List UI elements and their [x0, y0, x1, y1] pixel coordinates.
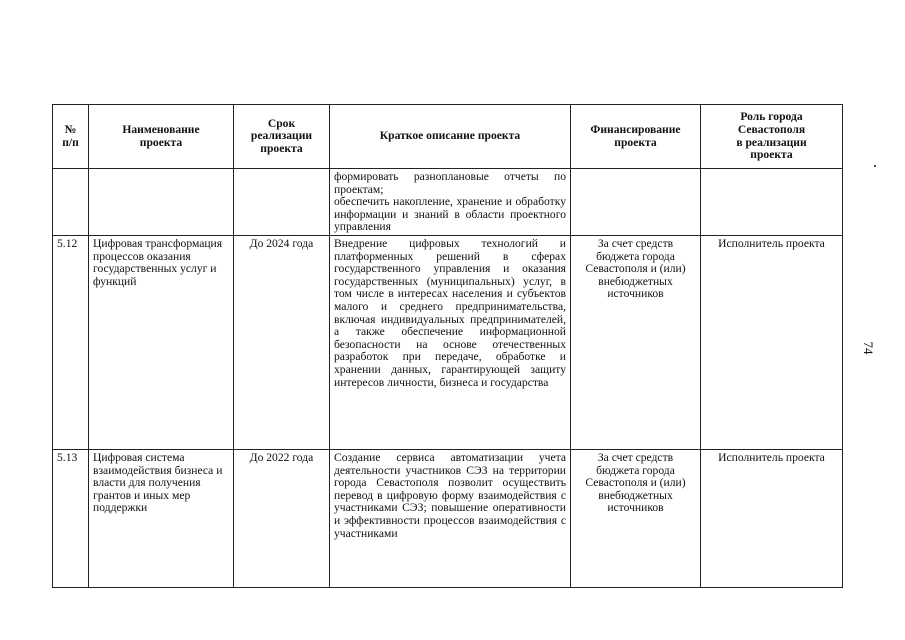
page-number: 74 — [861, 341, 876, 355]
cell-term: До 2022 года — [234, 449, 330, 587]
cell-role — [701, 169, 843, 236]
cell-term: До 2024 года — [234, 235, 330, 449]
cell-role: Исполнитель проекта — [701, 449, 843, 587]
cell-num — [53, 169, 89, 236]
header-funding: Финансирование проекта — [571, 105, 701, 169]
cell-desc: Создание сервиса автоматизации учета деятельности участников СЭЗ на территории города Севастополя позволит осуществить перевод в цифровую форму взаимодействия с участниками СЭЗ; повышение оперативности и эффективности процессов взаимодействия с участниками — [330, 449, 571, 587]
header-term: Срок реализации проекта — [234, 105, 330, 169]
cell-name: Цифровая трансформация процессов оказания государственных услуг и функций — [89, 235, 234, 449]
cell-funding: За счет средств бюджета города Севастополя и (или) внебюджетных источников — [571, 235, 701, 449]
cell-num: 5.13 — [53, 449, 89, 587]
cell-num: 5.12 — [53, 235, 89, 449]
cell-funding: За счет средств бюджета города Севастополя и (или) внебюджетных источников — [571, 449, 701, 587]
cell-name — [89, 169, 234, 236]
scan-mark — [874, 165, 876, 167]
header-num: № п/п — [53, 105, 89, 169]
cell-desc: Внедрение цифровых технологий и платформенных решений в сферах государственного управления и оказания государственных (муниципальных) услуг, в том числе в интересах населения и субъектов малого и среднего предпринимательства, включая индивидуальных предпринимателей, а также обеспечение информационной безопасности на основе отечественных разработок при передаче, обработке и хранении данных, гарантирующей защиту интересов личности, бизнеса и государства — [330, 235, 571, 449]
cell-term — [234, 169, 330, 236]
table-row — [53, 449, 843, 587]
cell-name: Цифровая система взаимодействия бизнеса и власти для получения грантов и иных мер поддержки — [89, 449, 234, 587]
cell-role: Исполнитель проекта — [701, 235, 843, 449]
table-row — [53, 235, 843, 449]
header-desc: Краткое описание проекта — [330, 105, 571, 169]
header-name: Наименование проекта — [89, 105, 234, 169]
projects-table — [52, 104, 843, 588]
header-role: Роль города Севастополя в реализации проекта — [701, 105, 843, 169]
header-row — [53, 105, 843, 169]
cell-funding — [571, 169, 701, 236]
cell-desc: формировать разноплановые отчеты по проектам; обеспечить накопление, хранение и обработку информации и знаний в области проектного управления — [330, 169, 571, 236]
table-row-continuation — [53, 169, 843, 236]
